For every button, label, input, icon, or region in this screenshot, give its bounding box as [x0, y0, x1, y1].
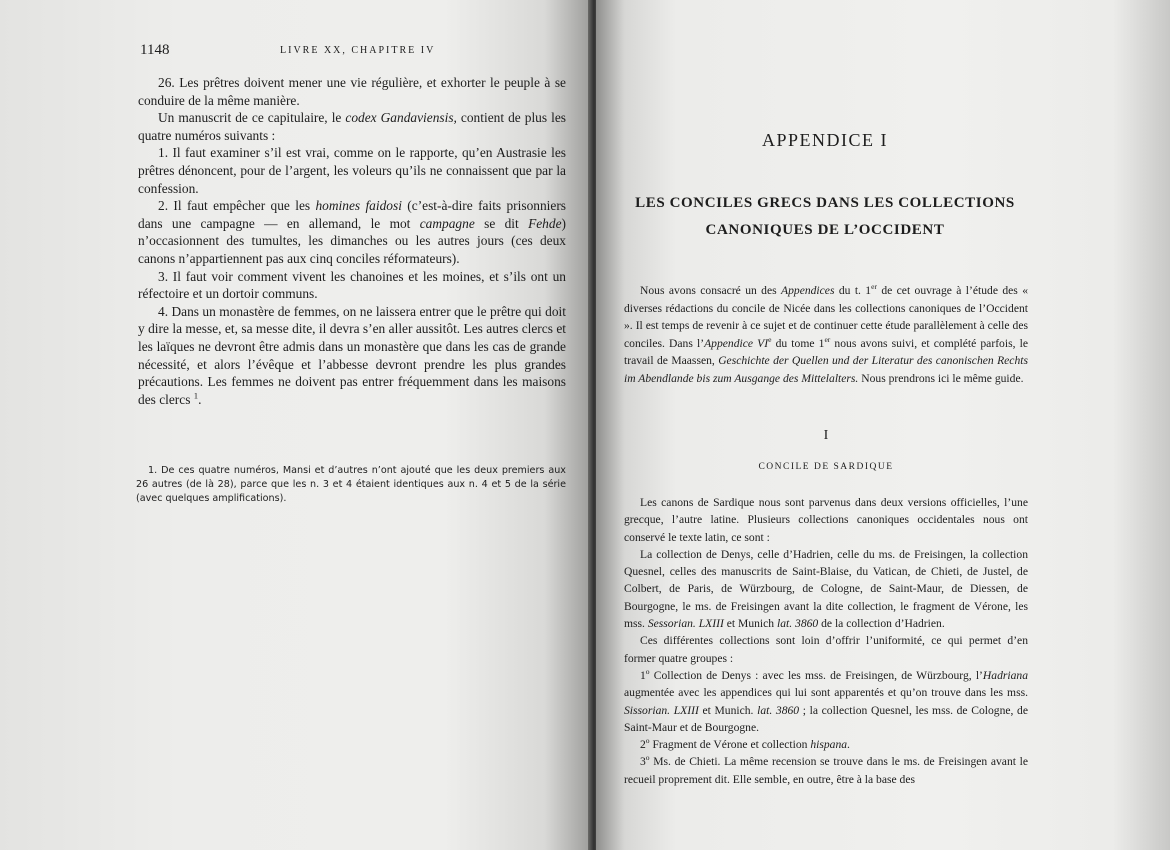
text: de cet ouvrage à l’étude des « diverses rédactions du concile de Nicée dans les collections canoniques de l’Occident ». Il est temps de revenir à ce sujet et de continuer cette étude parallèlement à celle des conciles. Dans l’ — [624, 284, 1028, 350]
superscript: o — [645, 736, 650, 746]
intro-paragraph — [624, 282, 1028, 388]
paragraph-manuscript — [138, 109, 566, 144]
appendix-heading: APPENDICE I — [761, 130, 888, 150]
superscript: o — [645, 667, 650, 677]
italic-term: Appendice VI — [704, 336, 769, 350]
section-numeral: I — [823, 428, 829, 443]
paragraph-1: 1. Il faut examiner s’il est vrai, comme on le rapporte, qu’en Austrasie les prêtres dénoncent, pour de l’argent, les voleurs qu’ils ne connaissent que par la confession. — [138, 145, 566, 196]
text: ; la collection Quesnel, les mss. de Cologne, de Saint-Maur et de Bourgogne. — [624, 703, 1029, 734]
text: La collection de Denys, celle d’Hadrien, celle du ms. de Freisingen, la collection Quesnel, celles des manuscrits de Saint-Blaise, du Vatican, de Chieti, de Justel, de Colbert, de Paris, de Würzbourg, de Cologne, de Saint-Maur, de Diessen, de Bourgogne, le ms. de Freisingen avant la dite collection, le fragment de Vérone, les mss. — [624, 547, 1028, 631]
italic-term: hispana — [810, 738, 848, 752]
italic-term: Hadriana — [982, 668, 1028, 682]
text: augmentée avec les appendices qui lui sont apparentés et qu’on trouve dans les mss. — [624, 686, 1028, 700]
intro-text — [624, 282, 1028, 388]
text: ) n’occasionnent des tumultes, les dimanches ou les autres jours (ces deux canons n’appartiennent pas aux cinq conciles réformateurs). — [138, 215, 566, 266]
appendix-title — [620, 190, 1030, 244]
text: contient de plus les quatre numéros suivants : — [138, 110, 566, 143]
text: 3 — [640, 755, 646, 769]
text: 2. Il faut empêcher que les — [158, 198, 316, 214]
book-title: Geschichte der Quellen und der Literatur des canonischen Rechts im Abendlande bis zum Ausgange des Mittelalters. — [624, 354, 1028, 385]
manuscript-ref: lat. 3860 — [757, 703, 800, 717]
superscript: er — [871, 282, 877, 292]
paragraph-group-3 — [624, 753, 1028, 788]
paragraph-intro-canons: Les canons de Sardique nous sont parvenus dans deux versions officielles, l’une grecque, l’autre latine. Plusieurs collections canoniques occidentales nous ont conservé le texte latin, ce sont : — [624, 496, 1028, 544]
text: Nous avons consacré un des — [640, 284, 782, 297]
section-title: CONCILE DE SARDIQUE — [758, 462, 894, 472]
manuscript-ref: Sissorian. LXIII — [624, 703, 699, 717]
text: 1 — [640, 668, 646, 682]
italic-term: Appendices — [781, 284, 835, 297]
superscript: er — [824, 334, 831, 344]
text: nous avons suivi, et complété parfois, le travail de Maassen, — [624, 336, 1028, 368]
footnote — [136, 464, 566, 506]
text: et Munich. — [698, 703, 758, 717]
running-head-title: LIVRE XX, CHAPITRE IV — [280, 45, 436, 56]
paragraph-group-2 — [624, 736, 1028, 753]
text: et Munich — [723, 617, 777, 631]
footnote-ref[interactable]: 1 — [193, 390, 199, 401]
paragraph-groups: Ces différentes collections sont loin d’offrir l’uniformité, ce qui permet d’en former quatre groupes : — [624, 634, 1028, 665]
manuscript-ref: lat. 3860 — [776, 617, 819, 631]
italic-term: campagne — [419, 215, 475, 231]
text: Nous prendrons ici le même guide. — [858, 371, 1024, 385]
paragraph-collections — [624, 546, 1028, 632]
title-line-2: CANONIQUES DE L’OCCIDENT — [705, 222, 945, 238]
title-line-1: LES CONCILES GRECS DANS LES COLLECTIONS — [635, 195, 1015, 211]
text: 4. Dans un monastère de femmes, on ne laissera entrer que le prêtre qui doit y dire la messe, et, sa messe dite, il devra s’en aller aussitôt. Les autres clercs et les laïques ne devront être admis dans un monastère que dans les cas de grande nécessité, et alors l’évêque et l’abbesse devront prendre les plus grandes précautions. Les femmes ne doivent pas entrer fréquemment dans les maisons des clercs — [138, 303, 566, 407]
paragraph-group-1 — [624, 667, 1028, 736]
right-body-text — [624, 494, 1028, 788]
text: du t. 1 — [834, 284, 872, 297]
text: 2 — [640, 738, 646, 752]
paragraph-2 — [138, 197, 566, 267]
text: se dit — [474, 215, 529, 231]
footnote-1: 1. De ces quatre numéros, Mansi et d’autres n’ont ajouté que les deux premiers aux 26 autres (de là 28), parce que les n. 3 et 4 étaient identiques aux n. 4 et 5 de la série (avec quelques amplifications). — [136, 465, 566, 504]
superscript: o — [645, 753, 650, 763]
text: (c’est-à-dire faits prisonniers dans une campagne — en allemand, le mot — [138, 198, 566, 231]
text: . — [198, 391, 202, 407]
page-number: 1148 — [140, 42, 170, 58]
codex-name: codex Gandaviensis, — [345, 110, 457, 126]
superscript: e — [768, 334, 772, 344]
text: Ms. de Chieti. La même recension se trouve dans le ms. de Freisingen avant le recueil proprement dit. Elle semble, en outre, être à la base des — [624, 755, 1028, 786]
text: . — [847, 738, 850, 752]
italic-term: homines faidosi — [315, 198, 402, 214]
manuscript-ref: Sessorian. LXIII — [647, 617, 724, 631]
text: Un manuscrit de ce capitulaire, le — [158, 110, 346, 126]
paragraph-26: 26. Les prêtres doivent mener une vie régulière, et exhorter le peuple à se conduire de la même manière. — [138, 75, 566, 108]
paragraph-4 — [138, 303, 566, 409]
text: du tome 1 — [771, 336, 825, 350]
left-body-text — [138, 74, 566, 408]
text: Fragment de Vérone et collection — [649, 738, 811, 752]
running-head — [140, 42, 570, 64]
italic-term: Fehde — [528, 215, 562, 231]
paragraph-3: 3. Il faut voir comment vivent les chanoines et les moines, et s’ils ont un réfectoire et un dortoir communs. — [138, 268, 566, 302]
text: Collection de Denys : avec les mss. de Freisingen, de Würzbourg, l’ — [649, 668, 983, 682]
text: de la collection d’Hadrien. — [818, 617, 945, 631]
